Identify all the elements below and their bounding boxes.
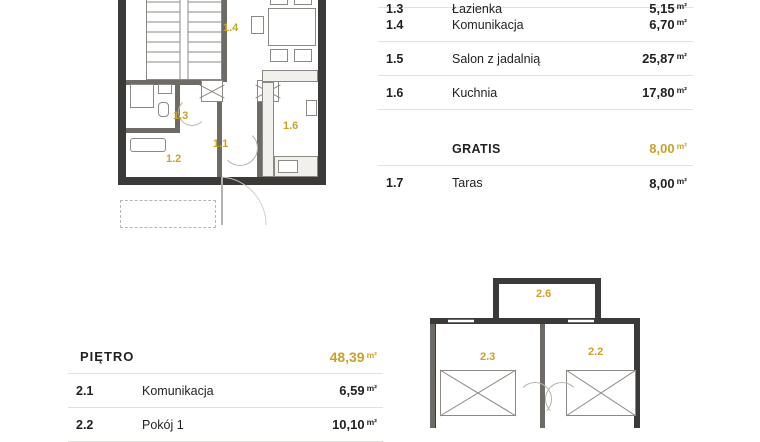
plan-wall (493, 278, 499, 322)
chair (270, 49, 288, 62)
room-area: 6,59 $^{m^2}$ (339, 383, 377, 398)
room-area: 10,10 $^{m^2}$ (332, 417, 377, 432)
dining-table (268, 8, 316, 46)
door-swing (545, 382, 579, 416)
room-name: Taras (452, 176, 483, 190)
ground-floor-schedule (378, 0, 693, 200)
room-area: 17,80 $^{m^2}$ (642, 85, 687, 100)
room-label-1-6: 1.6 (283, 120, 299, 132)
room-number: 1.7 (386, 176, 404, 190)
table-row (378, 76, 693, 110)
room-name: Łazienka (452, 2, 503, 16)
chair (251, 16, 264, 34)
cooktop (306, 100, 317, 116)
room-label-1-4: 1.4 (223, 22, 239, 34)
room-label-2-2: 2.2 (588, 346, 604, 358)
plan-wall (493, 278, 601, 284)
room-number: 2.2 (76, 417, 94, 432)
floor-total-area: 48,39 $^{m^2}$ (329, 348, 377, 365)
table-row (68, 408, 383, 442)
upper-floor-schedule (68, 340, 383, 442)
gratis-row (378, 132, 693, 166)
table-row (68, 374, 383, 408)
plan-wall (430, 324, 435, 428)
unit-label: m² (366, 349, 377, 360)
table-row (378, 42, 693, 76)
chair (294, 0, 312, 5)
kitchen-counter (262, 70, 318, 82)
shower-tray (130, 84, 154, 108)
bathtub (130, 138, 166, 152)
room-label-1-1: 1.1 (213, 138, 229, 150)
room-name: Salon z jadalnią (452, 51, 541, 66)
room-label-1-2: 1.2 (166, 153, 182, 165)
plan-wall (222, 0, 227, 82)
room-name: Kuchnia (452, 85, 498, 100)
window-mark (448, 319, 474, 323)
table-spacer (378, 110, 693, 132)
upper-floor-plan (418, 278, 648, 438)
sink (278, 160, 298, 173)
room-name: Komunikacja (452, 17, 524, 32)
room-name: Pokój 1 (142, 417, 184, 432)
room-number: 2.1 (76, 383, 94, 398)
unit-label: m² (676, 141, 687, 151)
entrance-door-swing (222, 177, 270, 227)
unit-label: m² (676, 85, 687, 95)
room-area: 5,15 $^{m^2}$ (649, 1, 687, 16)
room-area: 6,70 $^{m^2}$ (649, 17, 687, 32)
unit-label: m² (366, 383, 377, 393)
gratis-area: 8,00 $^{m^2}$ (649, 141, 687, 156)
chair (294, 49, 312, 62)
room-number: 1.6 (386, 85, 404, 100)
plan-wall (318, 0, 326, 185)
unit-label: m² (676, 1, 687, 11)
bed-cross (440, 370, 516, 416)
unit-label: m² (676, 17, 687, 27)
floor-heading (68, 340, 383, 374)
unit-label: m² (676, 51, 687, 61)
room-label-2-3: 2.3 (480, 351, 496, 363)
unit-label: m² (676, 175, 687, 186)
kitchen-counter (262, 82, 274, 177)
ground-floor-plan (118, 0, 343, 245)
table-row (378, 166, 693, 200)
room-label-1-3: 1.3 (173, 110, 189, 122)
washbasin (158, 84, 172, 94)
room-number: 1.4 (386, 17, 404, 32)
room-number: 1.3 (386, 2, 404, 16)
gratis-label: GRATIS (452, 141, 501, 156)
unit-label: m² (366, 417, 377, 427)
plan-wall (118, 0, 126, 185)
floor-label: PIĘTRO (80, 349, 135, 364)
room-label-2-6: 2.6 (536, 288, 552, 300)
room-number: 1.5 (386, 51, 404, 66)
staircase (146, 0, 222, 80)
plan-wall (126, 128, 178, 133)
room-name: Komunikacja (142, 383, 214, 398)
room-area: 25,87 $^{m^2}$ (642, 51, 687, 66)
window-mark (568, 319, 594, 323)
room-area: 8,00 $^{m^2}$ (649, 175, 687, 191)
structural-post (201, 80, 223, 102)
plan-wall (595, 278, 601, 322)
terrace-outline (120, 200, 216, 228)
toilet (158, 102, 169, 117)
chair (270, 0, 288, 5)
table-row (378, 0, 693, 16)
